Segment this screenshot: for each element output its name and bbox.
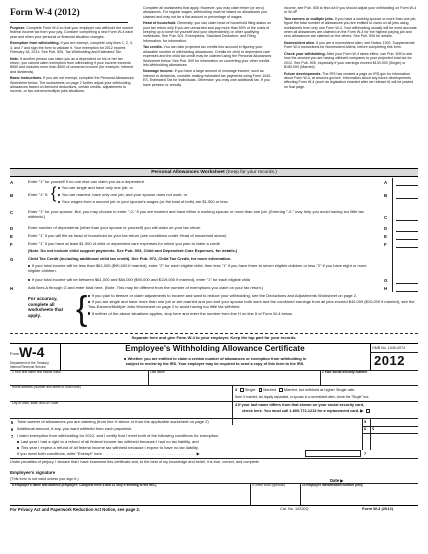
name-differs-checkbox[interactable] [366, 409, 370, 413]
line7-text: I claim exemption from withholding for 2012, and I certify that I meet both of the following conditions for exemption. [17, 433, 220, 438]
department: Department of the Treasury Internal Revenue Service [10, 361, 49, 369]
single-checkbox[interactable] [240, 388, 244, 392]
signature-label: Employee's signature [10, 470, 56, 475]
signature-field[interactable] [100, 470, 325, 482]
first-name-field[interactable] [12, 375, 146, 384]
line-b-brace: { [51, 185, 57, 202]
cert-title: Employee's Withholding Allowance Certificate [125, 344, 305, 353]
line5-box-number: 5 [364, 419, 367, 424]
accuracy-item-1: If you plan to itemize or claim adjustments to income and want to reduce your withholding, see the Deductions and Adjustments Worksheet on page 2. [88, 294, 418, 299]
omb-divider [370, 343, 371, 370]
instructions-col-2: Complete all worksheets that apply. However, you may claim fewer (or zero) allowances. For regular wages, withholding must be based on allowances you claimed and may not be a flat amount or percentage of wages. Head of household. Generally, you can claim head of household filing status on your tax return only if you are unmarried and pay more than 50% of the costs of keeping up a home for yourself and your dependent(s) or other qualifying individuals. See Pub. 501, Exemptions, Standard Deduction, and Filing Information, for information. Tax credits. You can take projected tax credits into account in figuring your allowable number of withholding allowances. Credits for child or dependent care expenses and the child tax credit may be claimed using the Personal Allowances Worksheet below. See Pub. 505 for information on converting your other credits into withholding allowances. Nonwage income. If you have a large amount of nonwage income, such as interest or dividends, consider making estimated tax payments using Form 1040-ES, Estimated Tax for Individuals. Otherwise, you may owe additional tax. If you have pension or annuity [143, 6, 272, 87]
office-code-field[interactable] [252, 489, 298, 504]
line-e-letter: E [10, 234, 13, 239]
line-g-input[interactable] [396, 283, 418, 284]
line-d-input[interactable] [396, 231, 418, 232]
line-d-letter: D [10, 226, 14, 231]
filing-status: 3 Single Married Married, but withhold at higher Single rate. [235, 388, 356, 392]
line7-box-number: 7 [364, 451, 367, 456]
cert-bottom-rule [10, 505, 418, 506]
office-code-divider [250, 483, 251, 505]
line6-dollar: $ [372, 426, 375, 431]
ein-field[interactable] [302, 489, 418, 504]
name-differs-cont: check here. You must call 1-800-772-1213 for a replacement card. ▶ [242, 409, 371, 414]
worksheet-title: Personal Allowances Worksheet [151, 170, 225, 175]
catalog-number: Cat. No. 10220Q [280, 507, 309, 511]
line-b-right: B [384, 193, 388, 198]
address-label: Home address (number and street or rural route) [12, 385, 81, 389]
city-field[interactable] [12, 406, 230, 418]
ssn-divider [320, 370, 321, 385]
line7-bullet-1: Last year I had a right to a refund of all federal income tax withheld because I had no tax liability, and [17, 440, 199, 445]
line-c-letter: C [10, 210, 14, 215]
accuracy-brace: { [76, 290, 88, 328]
ein-label: 10 Employer identification number (EIN) [302, 483, 363, 487]
line-f-input[interactable] [396, 247, 418, 248]
accuracy-list [88, 294, 418, 317]
line-c-input[interactable] [396, 220, 418, 221]
line-b-bullet-3: Your wages from a second job or your spouse's wages (or the total of both) are $1,500 or less. [58, 200, 229, 205]
cut-line [10, 333, 418, 334]
line-b-letter: B [10, 193, 14, 198]
ssn-field[interactable] [322, 375, 418, 384]
line5-number: 5 [10, 420, 14, 425]
line-a-input[interactable] [396, 185, 418, 186]
line7-number: 7 [10, 434, 14, 439]
perjury-statement: Under penalties of perjury, I declare that I have examined this certificate and, to the best of my knowledge and belief, it is true, correct, and complete. [10, 460, 260, 464]
name-differs-label: 4 If your last name differs from that shown on your social security card, [235, 403, 365, 407]
employer-field[interactable] [12, 489, 248, 504]
answer-col-left [392, 178, 393, 292]
line-f-note: (Note. Do not include child support payments. See Pub. 503, Child and Dependent Care Expenses, for details.) [28, 248, 238, 253]
status-note: Note. If married, but legally separated, or spouse is a nonresident alien, check the "Single" box. [235, 395, 370, 399]
line-h-input[interactable] [396, 291, 418, 292]
accuracy-item-2: If you are single and have more than one job or are married and you and your spouse both work and the combined earnings from all jobs exceed $40,000 ($10,000 if married), see the Two-Earners/Multiple Jobs Worksheet on page 2 to avoid having too little tax withheld. [88, 299, 415, 310]
cert-subtitle: Whether you are entitled to claim a certain number of allowances or exemption from withholding is subject to review by the IRS. Your employer may be required to send a copy of this form to the IRS. [125, 357, 306, 366]
accuracy-label: For accuracy, complete all worksheets that apply. [28, 296, 63, 319]
line-e-text: Enter "1" if you will file as head of household on your tax return (see conditions under Head of household above) [28, 233, 227, 238]
line-f-text: Enter "1" if you have at least $1,900 of child or dependent care expenses for which you plan to claim a credit [28, 241, 220, 246]
form-label: Form [10, 351, 20, 356]
line6-text: Additional amount, if any, you want withheld from each paycheck [17, 426, 132, 431]
line-f-letter: F [10, 242, 13, 247]
ein-divider [300, 483, 301, 505]
status-divider [232, 385, 233, 425]
tax-year: 2012 [374, 353, 405, 368]
line-g-bullet-2: If your total income will be between $61,000 and $84,000 ($90,000 and $119,000 if married), enter "1" for each eligible child [28, 278, 250, 283]
separator-text: Separate here and give Form W-4 to your employer. Keep the top part for your records. [131, 335, 297, 340]
status-rule [232, 401, 418, 402]
line-g-right: G [384, 278, 388, 283]
line-a-text: Enter "1" for yourself if no one else can claim you as a dependent [28, 179, 144, 184]
line6-box-number: 6 [364, 426, 367, 431]
instructions-col-3: income, see Pub. 505 to find out if you should adjust your withholding on Form W-4 or W-4P. Two earners or multiple jobs. If you have a working spouse or more than one job, figure the total number of allowances you are entitled to claim on all jobs using worksheets from only one Form W-4. Your withholding usually will be most accurate when all allowances are claimed on the Form W-4 for the highest paying job and zero allowances are claimed on the others. See Pub. 505 for details. Nonresident alien. If you are a nonresident alien, see Notice 1392, Supplemental Form W-4 Instructions for Nonresident Aliens, before completing this form. Check your withholding. After your Form W-4 takes effect, use Pub. 505 to see how the amount you are having withheld compares to your projected total tax for 2012. See Pub. 505, especially if your earnings exceed $130,000 (Single) or $180,000 (Married). Future developments. The IRS has created a page on IRS.gov for information about Form W-4, at www.irs.gov/w4. Information about any future developments affecting Form W-4 (such as legislation enacted after we release it) will be posted on that page. [284, 6, 417, 89]
lastname-divider [148, 370, 149, 385]
office-code-label: 9 Office code (optional) [252, 483, 285, 487]
line-c-text: Enter "1" for your spouse. But, you may choose to enter "-0-" if you are married and have either a working spouse or more than one job. (Entering "-0-" may help you avoid having too little tax withheld.) [28, 209, 364, 219]
line7-bullet-2: This year I expect a refund of all federal income tax withheld because I expect to have no tax liability. [17, 446, 199, 451]
privacy-notice: For Privacy Act and Paperwork Reduction Act Notice, see page 2. [10, 507, 141, 512]
last-name-field[interactable] [150, 375, 318, 384]
footer-form-id: Form W-4 (2012) [362, 506, 394, 511]
line-d-right: D [384, 226, 388, 231]
first-name-label: 1 Your first name and middle initial [12, 370, 61, 374]
line-e-input[interactable] [396, 239, 418, 240]
line-b-bullet-2: You are married, have only one job, and your spouse does not work; or [58, 193, 187, 198]
employer-label: 8 Employer's name and address (Employer: Complete lines 8 and 10 only if sending to the IRS.) [12, 483, 157, 487]
line-f-right: F [384, 242, 387, 247]
line-e-right: E [384, 234, 387, 239]
line-g-text: Child Tax Credit (including additional child tax credit). See Pub. 972, Child Tax Credit, for more information. [28, 256, 232, 261]
form-id: W-4 [19, 344, 45, 360]
amount-col-divider [370, 418, 371, 450]
title-rule [10, 22, 128, 23]
ssn-label: 2 Your social security number [322, 370, 368, 374]
bullet-icon [124, 358, 126, 360]
married-higher-rate-checkbox[interactable] [279, 388, 283, 392]
line-g-letter: G [10, 257, 14, 262]
line-h-right: H [384, 286, 388, 291]
line7-bullet-3: If you meet both conditions, write "Exempt" here . . . . . . . . . . . . . . . . . . . . . . . . . . . . . . . . . . . . . . . . . . ▶ [17, 451, 200, 456]
line-b-input[interactable] [396, 198, 418, 199]
line-d-text: Enter number of dependents (other than your spouse or yourself) you will claim on your tax return [28, 225, 201, 230]
signature-note: (This form is not valid unless you sign it.) [10, 477, 79, 481]
line6-field[interactable] [377, 426, 418, 433]
line-c-right: C [384, 215, 388, 220]
line-h-letter: H [10, 286, 14, 291]
city-label: City or town, state, and ZIP code [12, 401, 59, 405]
accuracy-item-3: If neither of the above situations applies, stop here and enter the number from line H on line 5 of Form W-4 below. [88, 312, 418, 317]
line7-rule [10, 458, 418, 459]
line6-number: 6 [10, 427, 14, 432]
date-field[interactable] [348, 474, 418, 482]
amount-num-divider [362, 418, 363, 450]
line-g-bullet-1: If your total income will be less than $61,000 ($90,000 if married), enter "2" for each eligible child; then less "1" if you have three to seven eligible children or less "2" if you have eight or more eligible children. [28, 263, 367, 273]
address-field[interactable] [12, 390, 230, 400]
line-h-text: Add lines A through G and enter total here. (Note. This may be different from the number of exemptions you claim on your tax return.) [28, 285, 264, 290]
instructions-col-1: Purpose. Complete Form W-4 so that your employer can withhold the correct federal income tax from your pay. Consider completing a new Form W-4 each year and when your personal or financial situation changes. Exemption from withholding. If you are exempt, complete only lines 1, 2, 3, 4, and 7 and sign the form to validate it. Your exemption for 2012 expires February 18, 2013. See Pub. 505, Tax Withholding and Estimated Tax. Note. If another person can claim you as a dependent on his or her tax return, you cannot claim exemption from withholding if your income exceeds $950 and includes more than $300 of unearned income (for example, interest and dividends). Basic instructions. If you are not exempt, complete the Personal Allowances Worksheet below. The worksheets on page 2 further adjust your withholding allowances based on itemized deductions, certain credits, adjustments to income, or two-earners/multiple jobs situations. [10, 26, 134, 94]
form-title: Form W-4 (2012) [10, 8, 80, 18]
date-label: Date ▶ [330, 478, 344, 483]
line-b-text: Enter "1" if: [28, 192, 48, 197]
worksheet-subtitle: (Keep for your records.) [226, 170, 277, 175]
omb-number: OMB No. 1545-0074 [372, 346, 405, 350]
line-a-right: A [384, 180, 388, 185]
exempt-field[interactable] [305, 450, 361, 457]
line5-field[interactable] [372, 419, 418, 426]
married-checkbox[interactable] [259, 388, 263, 392]
line-b-bullet-1: You are single and have only one job; or [58, 186, 133, 191]
line-a-letter: A [10, 180, 14, 185]
line6-rule [362, 433, 418, 434]
worksheet-title-band [10, 168, 418, 177]
line5-text: Total number of allowances you are claiming (from line H above or from the applicable worksheet on page 2) [17, 419, 209, 424]
last-name-label: Last name [150, 370, 165, 374]
